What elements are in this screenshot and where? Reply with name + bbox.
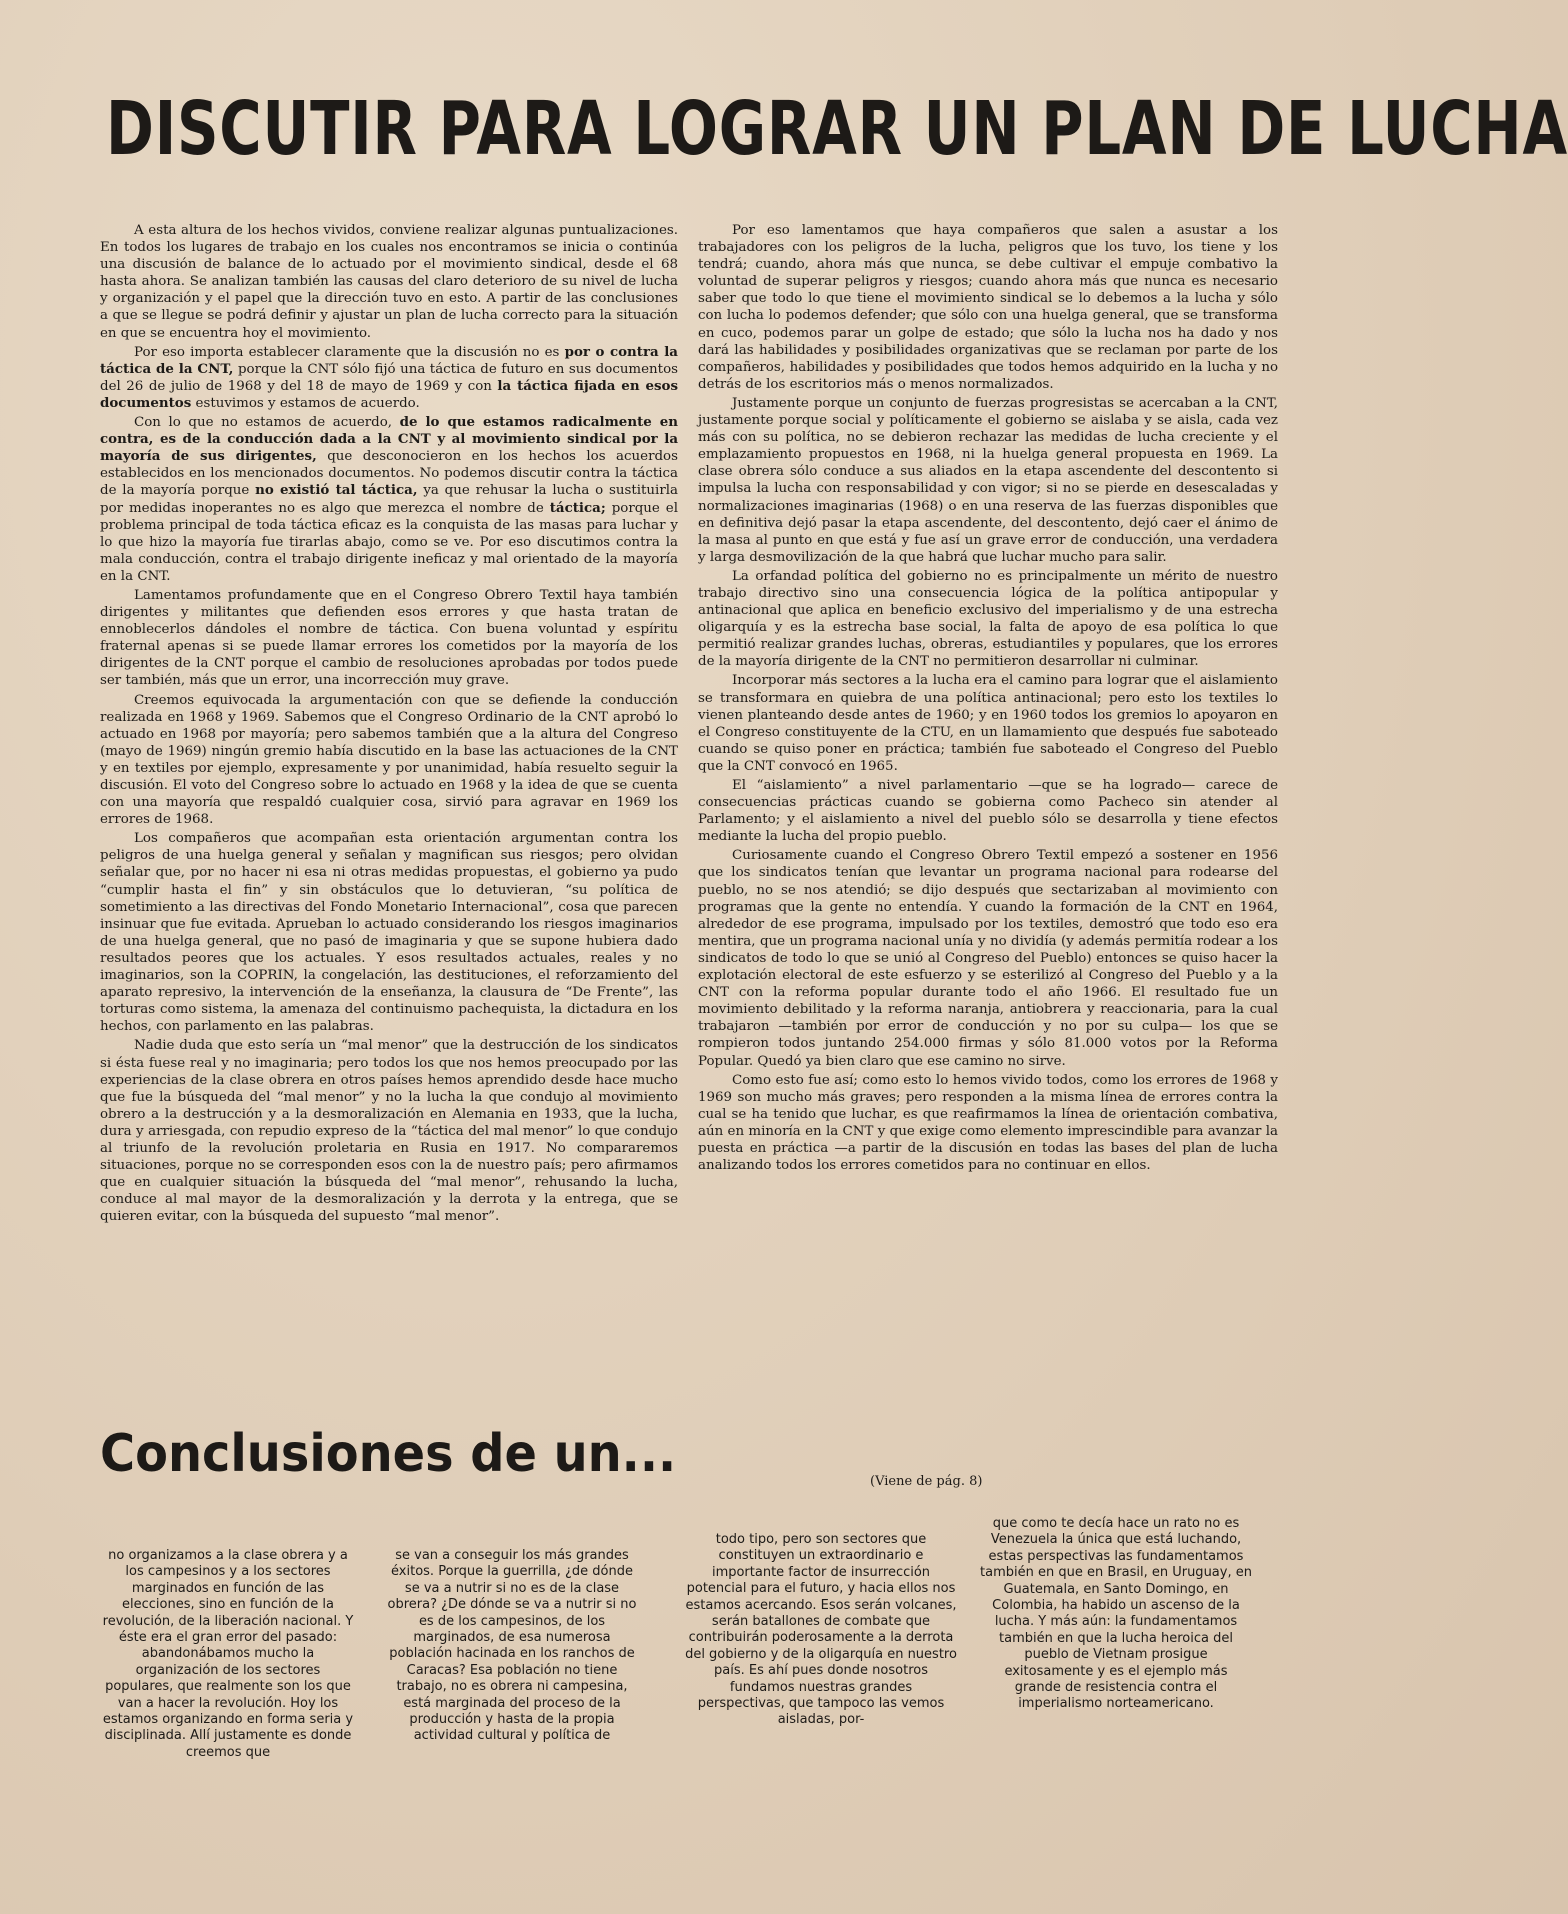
body-text: Incorporar más sectores a la lucha era el camino para lograr que el aislamiento se transformara en quiebra de una política antinacional; pero esto los textiles lo vienen planteando desde antes de 1960; y en 1960 todos los gremios lo apoyaron en el Congreso constituyente de la CTU, en un llamamiento que después fue saboteado cuando se quiso poner en práctica; también fue saboteado el Congreso del Pueblo que la CNT convocó en 1965. (698, 673, 1278, 774)
article-column-1 (100, 222, 678, 1227)
article-paragraph (698, 847, 1278, 1069)
bold-text: la táctica fijada en esos documentos (100, 377, 678, 411)
article-paragraph (100, 344, 678, 412)
body-text: Lamentamos profundamente que en el Congreso Obrero Textil haya también dirigentes y militantes que defienden esos errores y que hasta tratan de ennoblecerlos dándoles el nombre de táctica. Con buena voluntad y espíritu fraternal apenas si se puede llamar errores los cometidos por la mayoría de los dirigentes de la CNT porque el cambio de resoluciones aprobadas por todos puede ser también, más que un error, una incorrección muy grave. (100, 587, 678, 689)
article-paragraph (698, 395, 1278, 566)
bottom-column-1: no organizamos a la clase obrera y a los campesinos y a los sectores marginados en función de las elecciones, sino en función de la revolución, de la liberación nacional. Y éste era el gran error del pasado: abandonábamos mucho la organización de los sectores populares, que realmente son los que van a hacer la revolución. Hoy los estamos organizando en forma seria y disciplinada. Allí justamente es donde creemos que (102, 1548, 354, 1760)
body-text: Los compañeros que acompañan esta orientación argumentan contra los peligros de una huelga general y señalan y magnifican sus riesgos; pero olvidan señalar que, por no hacer ni esa ni otras medidas propuestas, el gobierno ya pudo “cumplir hasta el fin” y sin obstáculos que lo detuvieran, “su política de sometimiento a las directivas del Fondo Monetario Internacional”, cosa que parecen insinuar que fue evitada. Aprueban lo actuado considerando los riesgos imaginarios de una huelga general, que no pasó de imaginaria y que se supone hubiera dado resultados peores que los actuales. Y esos resultados actuales, reales y no imaginarios, son la COPRIN, la congelación, las destituciones, el reforzamiento del aparato represivo, la intervención de la enseñanza, la clausura de “De Frente”, las torturas como sistema, la amenaza del continuismo pachequista, la dictadura en los hechos, con parlamento en las palabras. (100, 831, 678, 1035)
article-paragraph (100, 414, 678, 585)
section-title: Conclusiones de un... (100, 1424, 677, 1484)
body-text: La orfandad política del gobierno no es principalmente un mérito de nuestro trabajo directivo sino una consecuencia lógica de la política antipopular y antinacional que aplica en beneficio exclusivo del imperialismo y de una estrecha oligarquía y es la estrecha base social, la falta de apoyo de esa política lo que permitió realizar grandes luchas, obreras, estudiantiles y populares, que los errores de la mayoría dirigente de la CNT no permitieron desarrollar ni culminar. (698, 568, 1278, 670)
article-paragraph (100, 587, 678, 690)
article-paragraph (698, 222, 1278, 393)
bottom-column-2: se van a conseguir los más grandes éxitos. Porque la guerrilla, ¿de dónde se va a nutrir si no es de la clase obrera? ¿De dónde se va a nutrir si no es de los campesinos, de los marginados, de esa numerosa población hacinada en los ranchos de Caracas? Esa población no tiene trabajo, no es obrera ni campesina, está marginada del proceso de la producción y hasta de la propia actividad cultural y política de (387, 1548, 637, 1744)
bold-text: por o contra la táctica de la CNT, (100, 343, 678, 377)
body-text: Justamente porque un conjunto de fuerzas progresistas se acercaban a la CNT, justamente porque social y políticamente el gobierno se aislaba y se aisla, cada vez más con su política, no se debieron rechazar las medidas de lucha creciente y el emplazamiento propuestos en 1968, ni la huelga general propuesta en 1969. La clase obrera sólo conduce a sus aliados en la etapa ascendente del descontento si impulsa la lucha con responsabilidad y con vigor; si no se pierde en desescaladas y normalizaciones imaginarias (1968) o en una reserva de las fuerzas disponibles que en definitiva dejó pasar la etapa ascendente, del descontento, dejó caer el ánimo de la masa al punto en que está y fue así un grave error de conducción, una verdadera y larga desmovilización de la que habrá que luchar mucho para salir. (698, 395, 1278, 565)
body-text: Nadie duda que esto sería un “mal menor” que la destrucción de los sindicatos si ésta fuese real y no imaginaria; pero todos los que nos hemos preocupado por las experiencias de la clase obrera en otros países hemos aprendido desde hace mucho que fue la búsqueda del “mal menor” y no la lucha la que condujo al movimiento obrero a la destrucción y a la desmoralización en Alemania en 1933, que la lucha, dura y arriesgada, con repudio expreso de la “táctica del mal menor” lo que condujo al triunfo de la revolución proletaria en Rusia en 1917. No compararemos situaciones, porque no se corresponden esos con la de nuestro país; pero afirmamos que en cualquier situación la búsqueda del “mal menor”, rehusando la lucha, conduce al mal mayor de la desmoralización y la derrota y la entrega, que se quieren evitar, con la búsqueda del supuesto “mal menor”. (100, 1038, 678, 1225)
body-text: Por eso lamentamos que haya compañeros que salen a asustar a los trabajadores con los peligros de la lucha, peligros que los tuvo, los tiene y los tendrá; cuando, ahora más que nunca, se debe cultivar el empuje combativo la voluntad de superar peligros y riesgos; cuando ahora más que nunca es necesario saber que todo lo que tiene el movimiento sindical se lo debemos a la lucha y sólo con lucha lo podemos defender; que sólo con una huelga general, que se transforma en cuco, podemos parar un golpe de estado; que sólo la lucha nos ha dado y nos dará las habilidades y posibilidades organizativas que se reclaman por parte de los compañeros, habilidades y posibilidades que todos hemos adquirido en la lucha y no detrás de los escritorios más o menos normalizados. (698, 223, 1278, 392)
body-text: porque el problema principal de toda táctica eficaz es la conquista de las masas para luchar y lo que hizo la mayoría fue tirarlas abajo, como se ve. Por eso discutimos contra la mala conducción, contra el trabajo dirigente ineficaz y mal orientado de la mayoría en la CNT. (100, 500, 678, 584)
article-paragraph (698, 672, 1278, 775)
body-text: Como esto fue así; como esto lo hemos vivido todos, como los errores de 1968 y 1969 son mucho más graves; pero responden a la misma línea de errores contra la cual se ha tenido que luchar, es que reafirmamos la línea de orientación combativa, aún en minoría en la CNT y que exige como elemento imprescindible para avanzar la puesta en práctica —a partir de la discusión en todas las bases del plan de lucha analizando todos los errores cometidos para no continuar en ellos. (698, 1072, 1278, 1174)
bottom-column-4: que como te decía hace un rato no es Venezuela la única que está luchando, estas perspectivas las fundamentamos también en que en Brasil, en Uruguay, en Guatemala, en Santo Domingo, en Colombia, ha habido un ascenso de la lucha. Y más aún: la fundamentamos también en que la lucha heroica del pueblo de Vietnam prosigue exitosamente y es el ejemplo más grande de resistencia contra el imperialismo norteamericano. (980, 1516, 1252, 1712)
body-text: porque la CNT sólo fijó una táctica de futuro en sus documentos del 26 de julio de 1968 y del 18 de mayo de 1969 y con (100, 361, 678, 394)
article-paragraph (100, 1037, 678, 1225)
body-text: El “aislamiento” a nivel parlamentario —que se ha logrado— carece de consecuencias prácticas cuando se gobierna como Pacheco sin atender al Parlamento; y el aislamiento a nivel del pueblo sólo se desarrolla y tiene efectos mediante la lucha del propio pueblo. (698, 778, 1278, 845)
article-paragraph (100, 692, 678, 829)
article-paragraph (698, 568, 1278, 671)
article-paragraph (100, 222, 678, 342)
bold-text: no existió tal táctica, (255, 482, 418, 499)
body-text: Curiosamente cuando el Congreso Obrero Textil empezó a sostener en 1956 que los sindicatos tenían que levantar un programa nacional para rodearse del pueblo, no se nos atendió; se dijo después que sectarizaban al movimiento con programas que la gente no entendía. Y cuando la formación de la CNT en 1964, alrededor de ese programa, impulsado por los textiles, demostró que todo eso era mentira, que un programa nacional unía y no dividía (y además permitía rodear a los sindicatos de todo lo que se unió al Congreso del Pueblo) entonces se quiso hacer la explotación electoral de este esfuerzo y se esterilizó al Congreso del Pueblo y a la CNT con la reforma popular durante todo el año 1966. El resultado fue un movimiento debilitado y la reforma naranja, antiobrera y reaccionaria, para la cual trabajaron —también por error de conducción y no por su culpa— los que se rompieron todos juntando 254.000 firmas y sólo 81.000 votos por la Reforma Popular. Quedó ya bien claro que ese camino no sirve. (698, 848, 1278, 1069)
headline: DISCUTIR PARA LOGRAR UN PLAN DE LUCHA (106, 86, 1568, 172)
article-paragraph (698, 1072, 1278, 1175)
body-text: Con lo que no estamos de acuerdo, (134, 415, 400, 431)
bottom-column-3: todo tipo, pero son sectores que constituyen un extraordinario e importante factor de insurrección potencial para el futuro, y hacia ellos nos estamos acercando. Esos serán volcanes, serán batallones de combate que contribuirán poderosamente a la derrota del gobierno y de la oligarquía en nuestro país. Es ahí pues donde nosotros fundamos nuestras grandes perspectivas, que tampoco las vemos aisladas, por- (685, 1532, 957, 1728)
body-text: Creemos equivocada la argumentación con que se defiende la conducción realizada en 1968 y 1969. Sabemos que el Congreso Ordinario de la CNT aprobó lo actuado en 1968 por mayoría; pero sabemos también que a la altura del Congreso (mayo de 1969) ningún gremio había discutido en la base las actuaciones de la CNT y en textiles por ejemplo, expresamente y por unanimidad, había resuelto seguir la discusión. El voto del Congreso sobre lo actuado en 1968 y la idea de que se cuenta con una mayoría que respaldó cualquier cosa, sirvió para agravar en 1969 los errores de 1968. (100, 692, 678, 828)
body-text: que desconocieron en los hechos los acuerdos establecidos en los mencionados documentos. No podemos discutir contra la táctica de la mayoría porque (100, 449, 678, 499)
body-text: ya que rehusar la lucha o sustituirla por medidas inoperantes no es algo que merezca el nombre de (100, 483, 679, 516)
body-text: Por eso importa establecer claramente que la discusión no es (134, 344, 565, 360)
body-text: A esta altura de los hechos vividos, conviene realizar algunas puntualizaciones. En todos los lugares de trabajo en los cuales nos encontramos se inicia o continúa una discusión de balance de lo actuado por el movimiento sindical, desde el 68 hasta ahora. Se analizan también las causas del claro deterioro de su nivel de lucha y organización y el papel que la dirección tuvo en esto. A partir de las conclusiones a que se llegue se podrá definir y ajustar un plan de lucha correcto para la situación en que se encuentra hoy el movimiento. (100, 223, 678, 341)
article-column-2 (698, 222, 1278, 1176)
body-text: estuvimos y estamos de acuerdo. (191, 395, 420, 411)
bold-text: táctica; (549, 499, 606, 516)
article-paragraph (100, 830, 678, 1035)
continued-from-note: (Viene de pág. 8) (870, 1474, 983, 1489)
bold-text: de lo que estamos radicalmente en contra, es de la conducción dada a la CNT y al movimiento sindical por la mayoría de sus dirigentes, (100, 414, 678, 465)
article-paragraph (698, 777, 1278, 845)
